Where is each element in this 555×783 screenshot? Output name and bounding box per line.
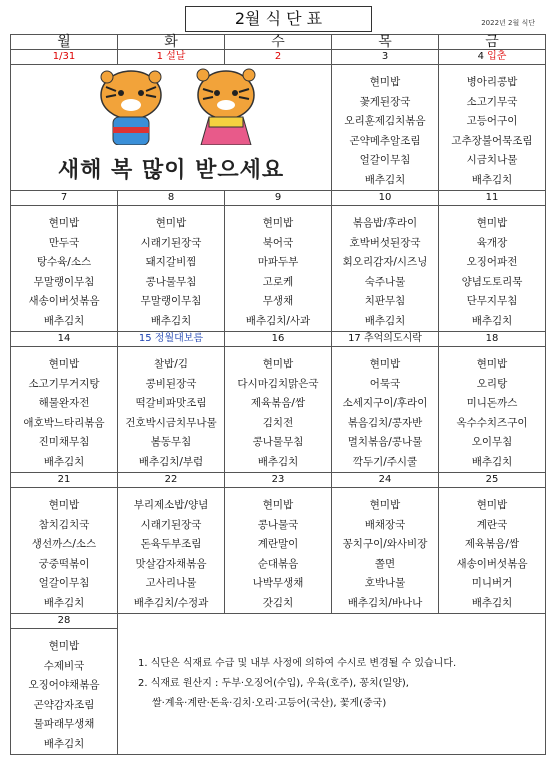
menu-cell (439, 206, 546, 332)
menu-item: 제육볶음/쌈 (464, 538, 520, 550)
date-cell: 25 (439, 473, 546, 488)
menu-item: 옥수수치즈구이 (456, 416, 528, 429)
menu-cell (11, 206, 118, 332)
menu-item: 현미밥 (262, 499, 294, 511)
menu-item: 얼갈이무침 (38, 577, 90, 589)
date-cell: 1 설날 (118, 50, 225, 65)
date-cell: 7 (11, 191, 118, 206)
tiger-boy-icon (101, 71, 161, 145)
menu-cell (225, 488, 332, 614)
week1-menu-row (11, 65, 546, 191)
note-line-1: 1. 식단은 식재료 수급 및 내부 사정에 의하여 수시로 변경될 수 있습니다. (138, 658, 457, 669)
note-line-2: 2. 식재료 원산지 : 두부·오징어(수입), 우육(호주), 꽁치(일양), (138, 678, 409, 689)
menu-item: 참치김치국 (38, 518, 90, 531)
menu-item: 다시마김치맑은국 (237, 377, 319, 390)
date-cell: 2 (225, 50, 332, 65)
menu-item: 병아리콩밥 (466, 76, 518, 88)
menu-item: 오이무침 (471, 436, 513, 448)
menu-item: 치판무침 (364, 295, 406, 307)
menu-item: 미니돈까스 (466, 397, 518, 409)
menu-item: 새송이버섯볶음 (456, 557, 528, 570)
menu-item: 갓김치 (262, 596, 294, 609)
menu-cell (332, 206, 439, 332)
new-year-banner (11, 65, 332, 191)
menu-item: 찰밥/김 (154, 358, 188, 370)
menu-cell (332, 347, 439, 473)
menu-item: 호박버섯된장국 (349, 236, 421, 249)
date-stamp: 2022년 2월 식단 (481, 19, 535, 27)
menu-item: 마파두부 (257, 256, 299, 268)
menu-cell (225, 347, 332, 473)
menu-item: 배추김치 (150, 314, 192, 327)
menu-item: 현미밥 (476, 217, 508, 229)
date-cell: 11 (439, 191, 546, 206)
menu-item: 시래기된장국 (140, 236, 202, 249)
menu-item: 콩나물무침 (145, 275, 197, 288)
menu-item: 고등어구이 (466, 115, 518, 127)
menu-item: 현미밥 (48, 358, 80, 370)
menu-item: 곤약메추알조림 (349, 134, 421, 147)
menu-item: 북어국 (262, 236, 294, 249)
weekday-fri: 금 (439, 35, 546, 50)
menu-item: 배채장국 (364, 518, 406, 531)
menu-item: 배추김치 (43, 737, 85, 750)
menu-item: 수제비국 (43, 659, 85, 672)
menu-item: 탕수육/소스 (36, 256, 92, 268)
weekday-header-row (11, 35, 546, 50)
menu-item: 순대볶음 (257, 557, 299, 570)
menu-item: 오징어파전 (466, 256, 518, 268)
menu-item: 어묵국 (369, 377, 401, 390)
menu-item: 현미밥 (48, 640, 80, 652)
menu-item: 해물완자전 (38, 397, 90, 409)
menu-item: 오리훈제김치볶음 (344, 115, 426, 127)
menu-item: 소고기무거지탕 (28, 377, 100, 390)
menu-cell (11, 347, 118, 473)
menu-item: 볶음밥/후라이 (352, 217, 418, 229)
menu-cell (332, 488, 439, 614)
date-cell: 22 (118, 473, 225, 488)
menu-item: 오리탕 (476, 377, 508, 390)
note-line-3: 쌀·계육·계란·돈육·김치·오리·고등어(국산), 꽃게(중국) (152, 698, 387, 709)
menu-item: 콩비된장국 (145, 377, 197, 390)
menu-item: 현미밥 (476, 499, 508, 511)
menu-item: 소고기무국 (466, 95, 518, 108)
menu-cell (118, 347, 225, 473)
menu-item: 현미밥 (369, 499, 401, 511)
menu-item: 배추김치/수정과 (133, 596, 209, 609)
menu-cell (225, 206, 332, 332)
date-cell: 14 (11, 332, 118, 347)
date-cell: 15 정월대보름 (118, 332, 225, 347)
menu-item: 얼갈이무침 (359, 154, 411, 166)
menu-item: 물파래무생채 (33, 718, 95, 730)
week1-date-row (11, 50, 546, 65)
menu-item: 만두국 (48, 236, 80, 249)
date-cell: 24 (332, 473, 439, 488)
menu-item: 단무지무침 (466, 295, 518, 307)
tiger-girl-icon (197, 69, 255, 145)
menu-item: 깍두기/주시쿨 (352, 455, 418, 468)
menu-item: 무말랭이무침 (33, 275, 95, 288)
menu-cell-fri-4 (439, 65, 546, 191)
menu-item: 돼지갈비찜 (145, 256, 197, 268)
menu-item: 곤약감자조림 (33, 698, 95, 711)
menu-item: 호박나물 (364, 577, 406, 589)
menu-item: 현미밥 (48, 217, 80, 229)
menu-item: 오징어야채볶음 (28, 679, 100, 691)
menu-item: 계란말이 (257, 538, 299, 550)
menu-item: 배추김치 (43, 314, 85, 327)
menu-item: 현미밥 (262, 358, 294, 370)
week3-menu-row (11, 347, 546, 473)
week2-menu-row (11, 206, 546, 332)
week3-date-row (11, 332, 546, 347)
menu-item: 육개장 (476, 236, 508, 249)
weekday-wed: 수 (225, 35, 332, 50)
menu-cell-thu-3 (332, 65, 439, 191)
menu-cell (118, 206, 225, 332)
menu-cell (439, 347, 546, 473)
menu-item: 배추김치 (471, 455, 513, 468)
menu-item: 시금치나물 (466, 154, 518, 166)
menu-item: 무말랭이무침 (140, 295, 202, 307)
date-cell: 18 (439, 332, 546, 347)
menu-cell (11, 488, 118, 614)
menu-item: 현미밥 (369, 358, 401, 370)
menu-item: 현미밥 (476, 358, 508, 370)
menu-item: 볶음김치/콩자반 (347, 416, 423, 429)
menu-item: 배추김치 (257, 455, 299, 468)
date-cell: 10 (332, 191, 439, 206)
menu-cell (118, 488, 225, 614)
weekday-mon: 월 (11, 35, 118, 50)
date-cell: 21 (11, 473, 118, 488)
date-cell: 4 입춘 (439, 50, 546, 65)
menu-item: 무생채 (262, 295, 294, 307)
menu-cell (439, 488, 546, 614)
menu-item: 숙주나물 (364, 275, 406, 288)
menu-item: 현미밥 (262, 217, 294, 229)
menu-item: 봄동무침 (150, 436, 192, 448)
menu-item: 현미밥 (155, 217, 187, 229)
page-title: 2월 식 단 표 (185, 6, 372, 32)
date-cell: 9 (225, 191, 332, 206)
weekday-thu: 목 (332, 35, 439, 50)
menu-item: 시래기된장국 (140, 518, 202, 531)
menu-item: 양념도토리묵 (461, 275, 523, 288)
menu-item: 배추김치 (43, 596, 85, 609)
menu-item: 콩나물국 (257, 518, 299, 531)
menu-item: 진미채무침 (38, 436, 90, 448)
menu-item: 미니버거 (471, 577, 513, 589)
menu-cell-mon-28 (11, 629, 118, 755)
menu-item: 떡갈비파맛조림 (135, 397, 207, 409)
menu-item: 애호박느타리볶음 (23, 416, 105, 429)
menu-item: 맛살감자채볶음 (135, 557, 207, 570)
menu-item: 새송이버섯볶음 (28, 295, 100, 307)
menu-item: 고추장불어묵조림 (451, 134, 533, 147)
menu-item: 꽁치구이/와사비장 (342, 538, 428, 550)
weekday-tue: 화 (118, 35, 225, 50)
date-cell: 1/31 (11, 50, 118, 65)
menu-item: 소세지구이/후라이 (342, 397, 428, 409)
menu-item: 김치전 (262, 416, 294, 429)
menu-item: 돈육두부조림 (140, 538, 202, 550)
week4-menu-row (11, 488, 546, 614)
menu-item: 멸치볶음/콩나물 (347, 436, 423, 448)
banner-text: 새해 복 많이 받으세요 (57, 158, 285, 183)
menu-item: 생선까스/소스 (31, 538, 97, 550)
menu-item: 배추김치 (43, 455, 85, 468)
menu-item: 배추김치 (471, 173, 513, 186)
menu-item: 배추김치/사과 (245, 314, 311, 327)
menu-item: 계란국 (476, 518, 508, 531)
week5-date-row (11, 614, 546, 629)
date-cell: 28 (11, 614, 118, 629)
menu-item: 회오리감자/시즈닝 (342, 256, 428, 268)
menu-item: 부리제소밥/양념 (133, 499, 209, 511)
week2-date-row (11, 191, 546, 206)
menu-item: 배추김치 (364, 314, 406, 327)
menu-item: 배추김치/바나나 (347, 596, 423, 609)
menu-item: 고로케 (262, 275, 294, 288)
menu-item: 배추김치 (364, 173, 406, 186)
menu-table (10, 34, 546, 755)
menu-item: 꽃게된장국 (359, 95, 411, 108)
notes-cell (118, 614, 546, 755)
menu-item: 궁중떡볶이 (38, 557, 90, 570)
date-cell: 17 추억의도시락 (332, 332, 439, 347)
menu-item: 배추김치 (471, 314, 513, 327)
menu-item: 나박무생채 (252, 577, 304, 589)
menu-item: 현미밥 (369, 76, 401, 88)
menu-item: 고사리나물 (145, 577, 197, 589)
menu-item: 배추김치 (471, 596, 513, 609)
menu-item: 쫄면 (374, 557, 396, 570)
menu-item: 배추김치/부럼 (138, 455, 204, 468)
menu-item: 현미밥 (48, 499, 80, 511)
date-cell: 16 (225, 332, 332, 347)
date-cell: 23 (225, 473, 332, 488)
date-cell: 3 (332, 50, 439, 65)
date-cell: 8 (118, 191, 225, 206)
menu-item: 제육볶음/쌈 (250, 397, 306, 409)
week4-date-row (11, 473, 546, 488)
menu-item: 건호박시금치무나물 (125, 416, 217, 429)
menu-item: 콩나물무침 (252, 436, 304, 448)
